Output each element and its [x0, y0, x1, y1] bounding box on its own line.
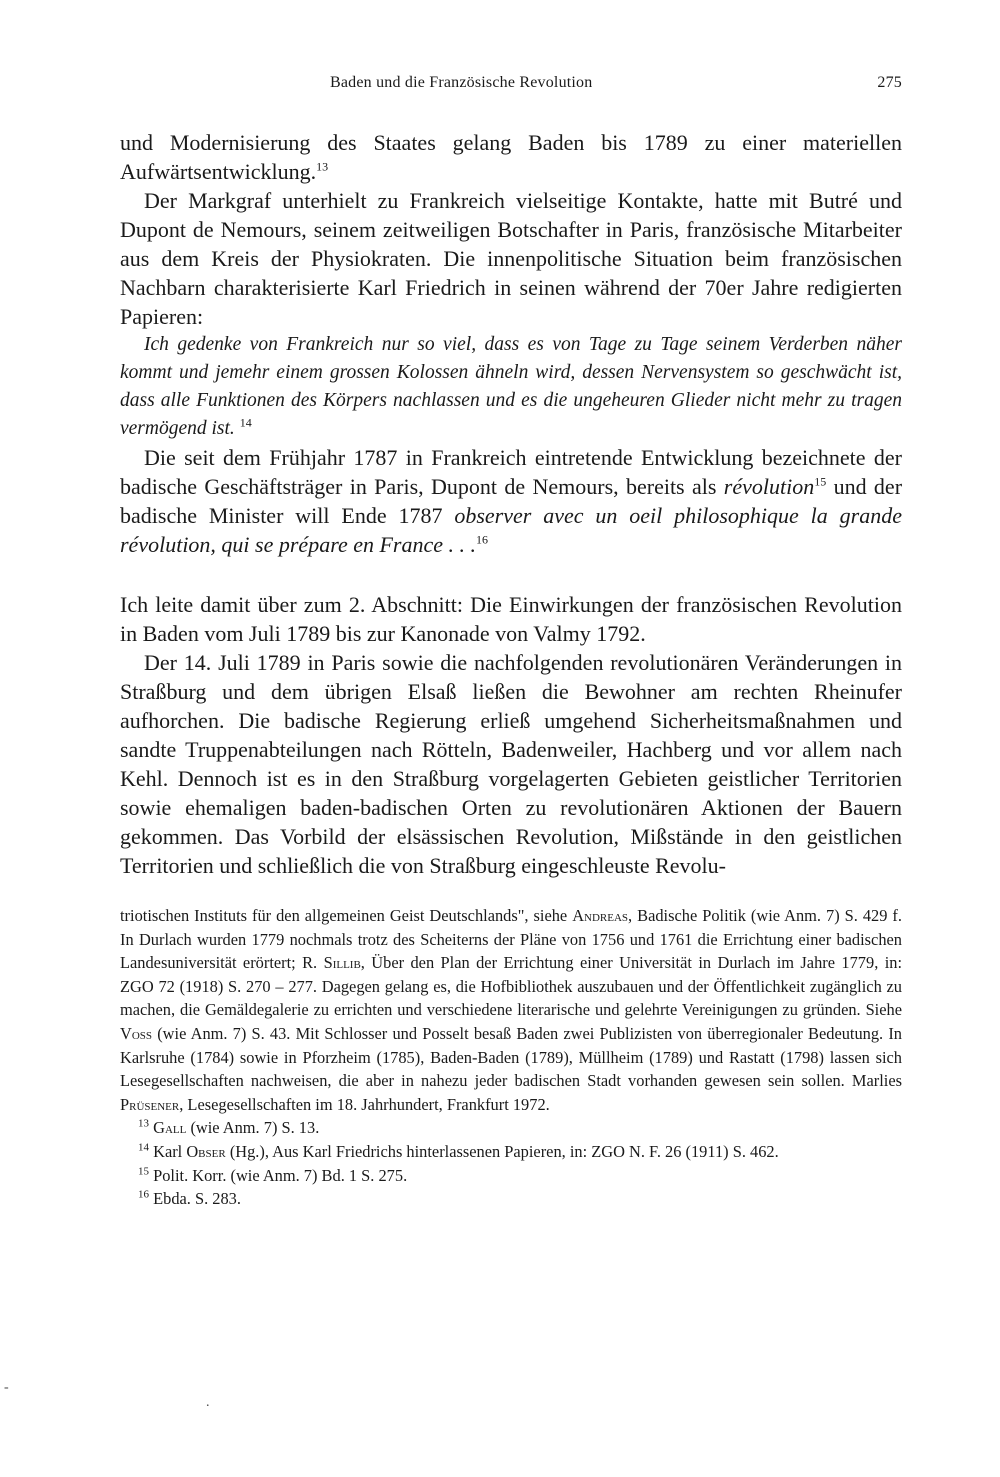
footnote-14: $^{14}$ Karl Obser (Hg.), Aus Karl Friedrichs hinterlassenen Papieren, in: ZGO N. F. 26 (1911) S. 462. [138, 1141, 779, 1161]
page-number: 275 [877, 74, 902, 91]
footnote-continuation: triotischen Instituts für den allgemeinen Geist Deutschlands", siehe Andreas, Badische Politik (wie Anm. 7) S. 429 f. In Durlach wurden 1779 nochmals trotz des Scheiterns der Pläne von 1756 und 1761 die Errichtung einer badischen Landesuniversität erörtert; R. Sillib, Über den Plan der Errichtung einer Universität in Durlach im Jahre 1779, in: ZGO 72 (1918) S. 270 – 277. Dagegen gelang es, die Hofbibliothek auszubauen und der Öffentlichkeit zugänglich zu machen, die Gemäldegalerie zu errichten und verschiedene literarische und gelehrte Vereinigungen zu gründen. Siehe Voss (wie Anm. 7) S. 43. Mit Schlosser und Posselt besaß Baden zwei Publizisten von überregionaler Bedeutung. In Karlsruhe (1784) sowie in Pforzheim (1785), Baden-Baden (1789), Müllheim (1789) und Rastatt (1798) lassen sich Lesegesellschaften nachweisen, die aber in nahezu jeder badischen Stadt vorhanden gewesen sein sollen. Marlies Prüsener, Lesegesellschaften im 18. Jahrhundert, Frankfurt 1972. [120, 906, 902, 1114]
main-text [120, 128, 902, 880]
footnote-ref-16[interactable]: 16 [476, 532, 488, 547]
block-quote: Ich gedenke von Frankreich nur so viel, dass es von Tage zu Tage seinem Verderben näher kommt und jemehr einem grossen Kolossen ähneln wird, dessen Nervensystem so geschwächt ist, dass alle Funktionen des Körpers nachlassen und es die ungeheuren Glieder nicht mehr zu tragen vermögend ist. $^{14}$ [120, 334, 902, 439]
footnote-ref-14[interactable]: 14 [239, 415, 252, 430]
paragraph-2: Der Markgraf unterhielt zu Frankreich vielseitige Kontakte, hatte mit Butré und Dupont de Nemours, seinem zeitweiligen Botschafter in Paris, französische Mitarbeiter aus dem Kreis der Physiokraten. Die innenpolitische Situation beim französischen Nachbarn charakterisierte Karl Friedrich in seinen während der 70er Jahre redigierten Papieren: [120, 188, 902, 329]
running-title: Baden und die Französische Revolution [330, 74, 593, 91]
footnote-13: $^{13}$ Gall (wie Anm. 7) S. 13. [138, 1117, 320, 1138]
footnotes [120, 904, 902, 1211]
footnote-ref-13[interactable]: 13 [316, 159, 329, 174]
margin-mark: - [4, 1380, 9, 1395]
footnote-16: $^{16}$ Ebda. S. 283. [138, 1188, 241, 1209]
paragraph-1: und Modernisierung des Staates gelang Baden bis 1789 zu einer materiellen Aufwärtsentwicklung.$^{13}$ [120, 130, 902, 184]
running-header [120, 74, 902, 104]
section-gap [120, 559, 902, 590]
footnote-15: $^{15}$ Polit. Korr. (wie Anm. 7) Bd. 1 S. 275. [138, 1165, 408, 1185]
paragraph-5: Der 14. Juli 1789 in Paris sowie die nachfolgenden revolutionären Veränderungen in Straßburg und dem übrigen Elsaß ließen die Bewohner am rechten Rheinufer aufhorchen. Die badische Regierung erließ umgehend Sicherheitsmaßnahmen und sandte Truppenabteilungen nach Rötteln, Badenweiler, Hachberg und vor allem nach Kehl. Dennoch ist es in den Straßburg vorgelagerten Gebieten geistlicher Territorien sowie ehemaligen baden-badischen Orten zu revolutionären Aktionen der Bauern gekommen. Das Vorbild der elsässischen Revolution, Mißstände in den geistlichen Territorien und schließlich die von Straßburg eingeschleuste Revolu- [120, 650, 902, 878]
paragraph-4: Ich leite damit über zum 2. Abschnitt: Die Einwirkungen der französischen Revolution in Baden vom Juli 1789 bis zur Kanonade von Valmy 1792. [120, 592, 902, 646]
footnote-ref-15[interactable]: 15 [814, 474, 827, 489]
page [120, 74, 902, 1211]
margin-mark: . [206, 1395, 210, 1410]
paragraph-3: Die seit dem Frühjahr 1787 in Frankreich eintretende Entwicklung bezeichnete der badische Geschäftsträger in Paris, Dupont de Nemours, bereits als révolution$^{15}$ und der badische Minister will Ende 1787 observer avec un oeil philosophique la grande révolution, qui se prépare en France . . .$^{16}$ [120, 445, 903, 557]
